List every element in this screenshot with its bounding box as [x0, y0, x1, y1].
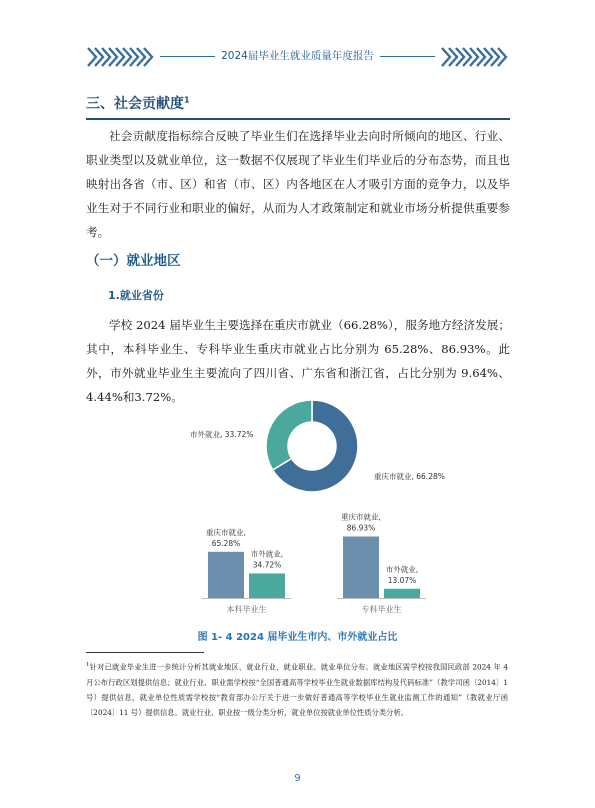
header-title: 2024届毕业生就业质量年度报告 [221, 50, 374, 62]
bar-1-1 [384, 589, 420, 598]
intro-text: 社会贡献度指标综合反映了毕业生们在选择毕业去向时所倾向的地区、行业、职业类型以及就业单位，这一数据不仅展现了毕业生们毕业后的分布态势，而且也映射出各省（市、区）和省（市、区）内各地区在人才吸引方面的竞争力，以及毕业生对于不同行业和职业的偏好，从而为人才政策制定和就业市场分析提供重要参考。 [86, 129, 510, 239]
footnote-text: 针对已就业毕业生进一步统计分析其就业地区、就业行业、就业职业、就业单位分布。就业地区需学校按我国民政部 2024 年 4 月公布行政区划提供信息；就业行业、职业需学校按“全国普通高等学校毕业生就业数据库结构及代码标准”（教学司函〔2014〕1 号）提供信息，就业单位性质需学校按“教育部办公厅关于进一步做好普通高等学校毕业生就业监测工作的通知”（教就业厅函〔2024〕11 号）提供信息。就业行业、职业按一级分类分析，就业单位按就业单位性质分类分析。 [86, 662, 508, 718]
bar-0-1 [249, 573, 285, 598]
subsection-title: （一）就业地区 [86, 253, 181, 269]
body-text: 学校 2024 届毕业生主要选择在重庆市就业（66.28%），服务地方经济发展；其中，本科毕业生、专科毕业生重庆市就业占比分别为 65.28%、86.93%。此外，市外就业毕业生主要流向了四川省、广东省和浙江省，占比分别为 9.64%、4.44%和3.72%。 [86, 318, 510, 404]
bar-label-name-1-0: 重庆市就业, [341, 512, 381, 522]
bar-label-value-1-1: 13.07% [387, 575, 417, 585]
footnote-ref[interactable]: 1 [184, 95, 190, 105]
footnote-marker: 1 [86, 662, 90, 668]
bar-label-value-0-0: 65.28% [211, 538, 241, 548]
donut-chart [190, 400, 445, 492]
page-number: 9 [294, 773, 301, 784]
donut-label-chongqing: 重庆市就业, 66.28% [374, 472, 445, 481]
bar-0-0 [208, 552, 244, 598]
bar-label-value-0-1: 34.72% [252, 560, 282, 570]
bar-1-0 [343, 536, 379, 598]
footnote-rule [86, 652, 204, 653]
bar-label-name-1-1: 市外就业, [385, 564, 419, 574]
bar-label-name-0-0: 重庆市就业, [206, 527, 246, 537]
bar-category-label-0: 本科毕业生 [226, 605, 267, 614]
footnote [86, 658, 508, 721]
sub-subsection-title: 1.就业省份 [108, 289, 164, 302]
bar-label-name-0-1: 市外就业, [250, 549, 284, 559]
figure-caption: 图 1- 4 2024 届毕业生市内、市外就业占比 [197, 632, 398, 643]
bar-label-value-1-0: 86.93% [346, 523, 376, 533]
section-title-text: 三、社会贡献度 [86, 96, 184, 112]
donut-slice-outside [266, 400, 312, 470]
donut-label-outside: 市外就业, 33.72% [190, 430, 254, 439]
bar-chart [202, 511, 426, 614]
bar-category-label-1: 专科毕业生 [361, 605, 402, 614]
